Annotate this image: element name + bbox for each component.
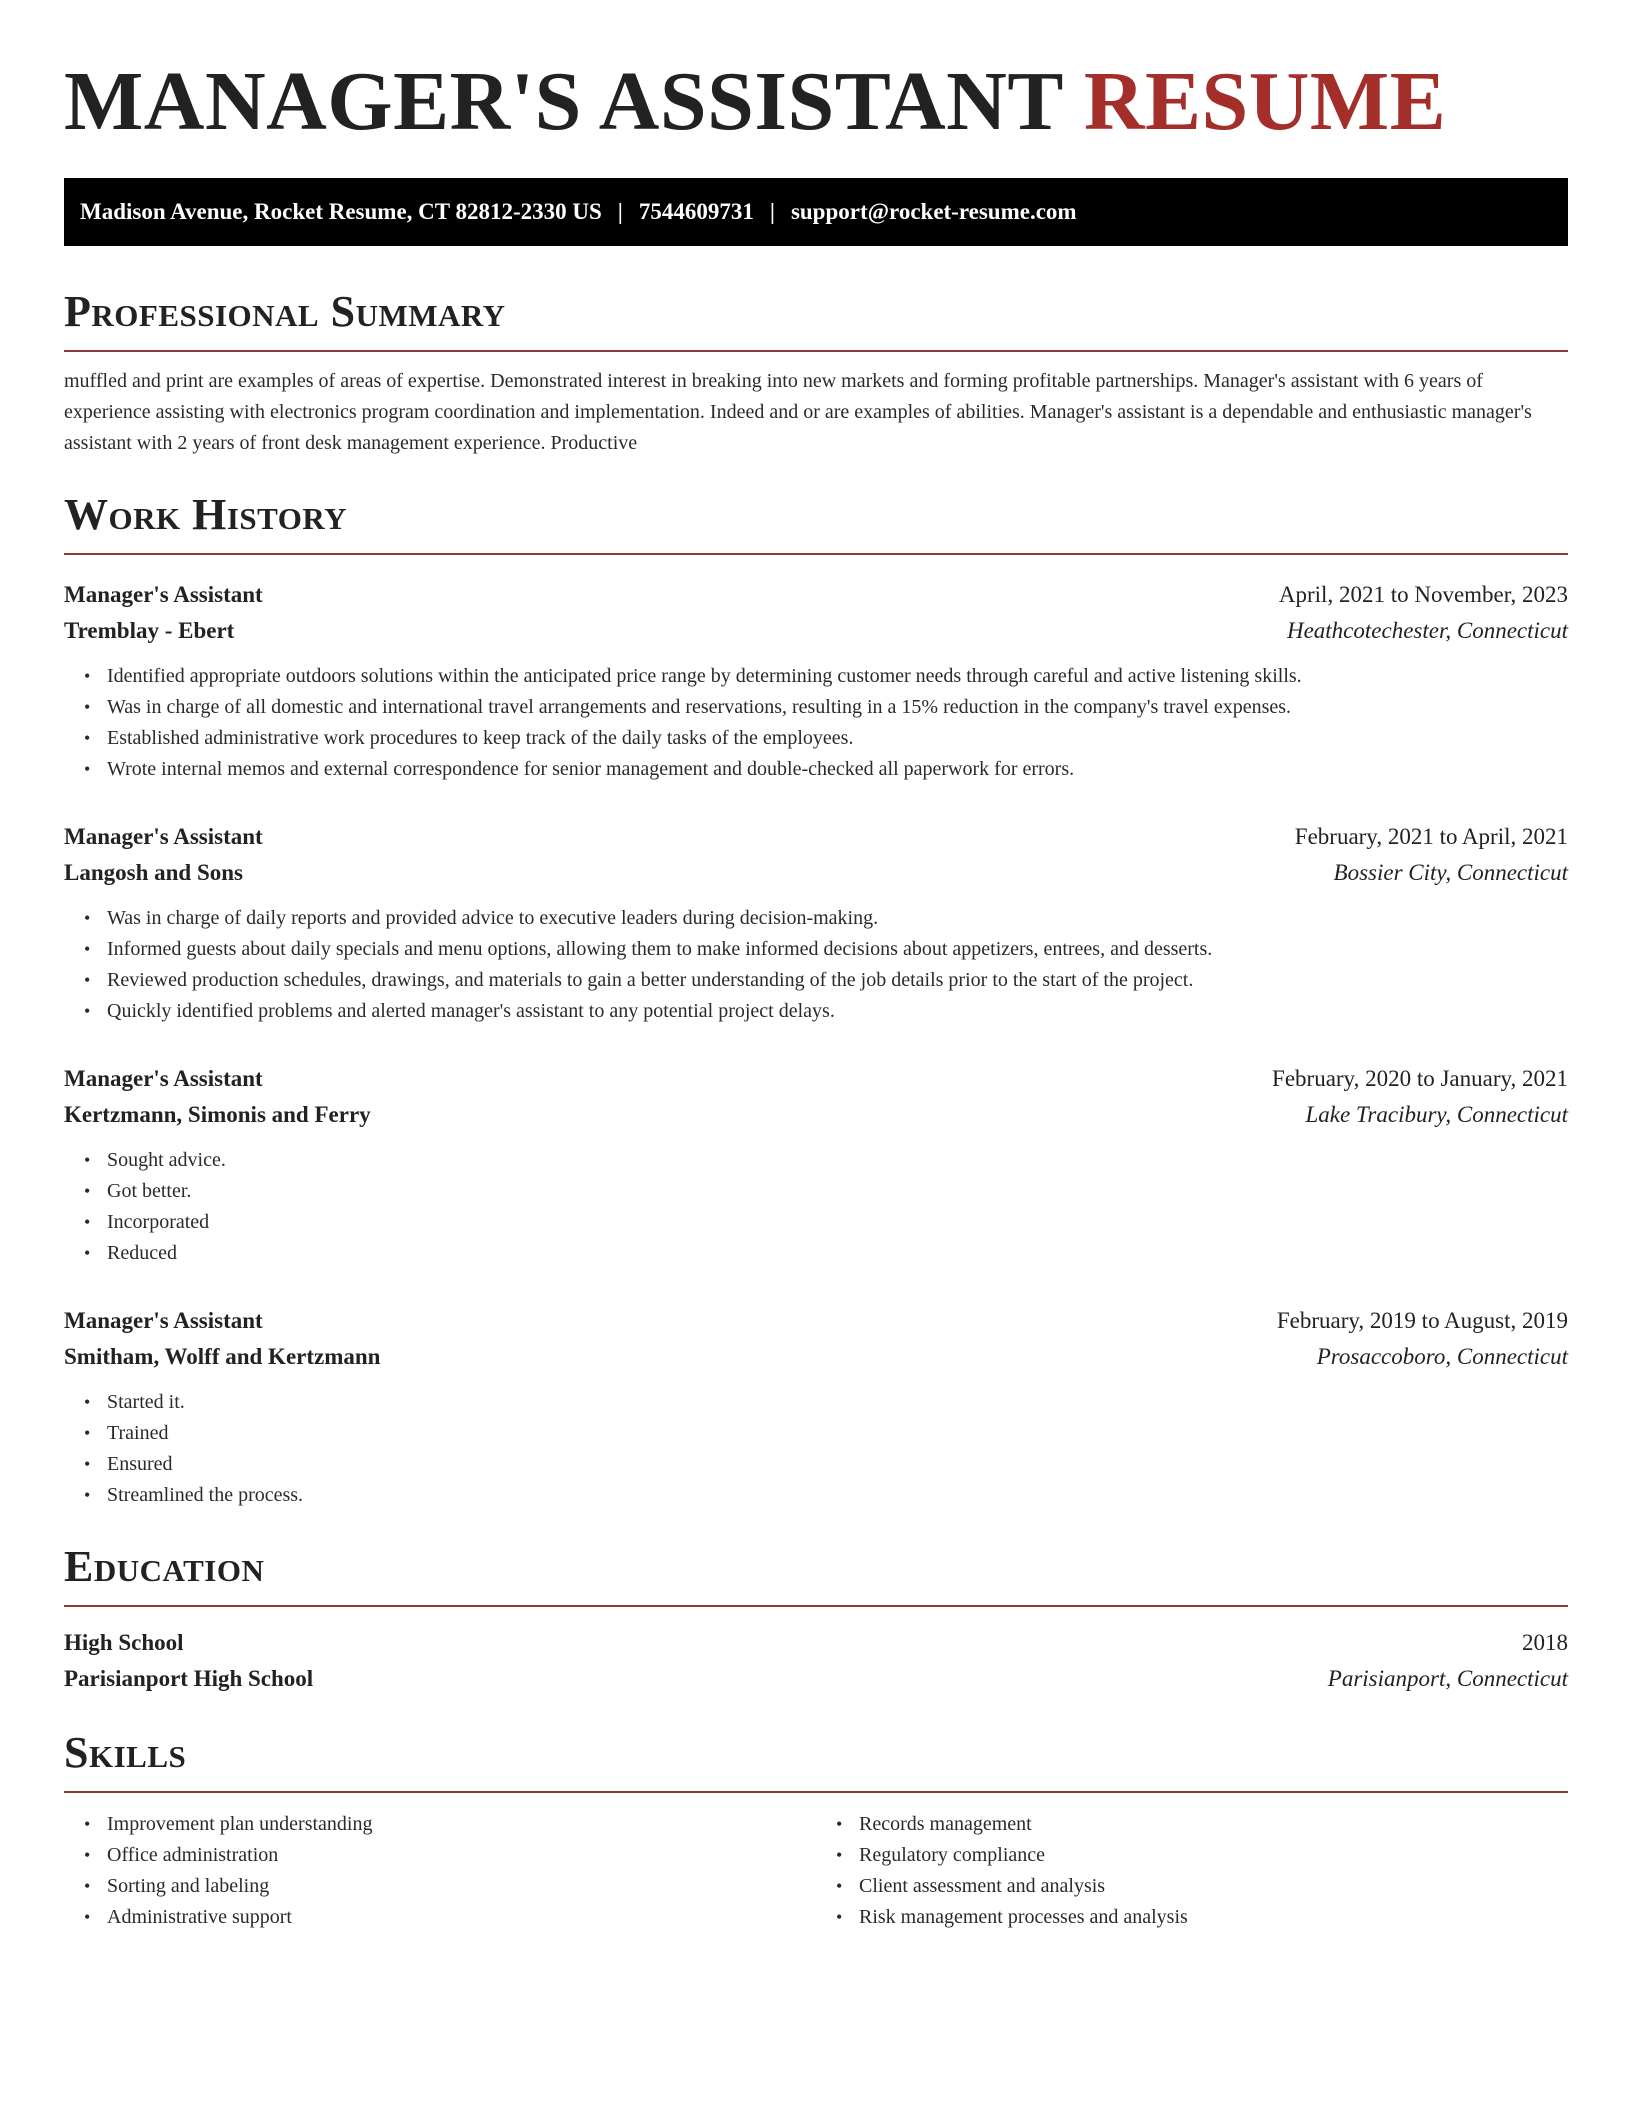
education-entry: [64, 1625, 1568, 1697]
job-bullet: • Reduced: [107, 1238, 1568, 1269]
job-title: Manager's Assistant: [64, 824, 263, 849]
title-main: MANAGER'S ASSISTANT: [64, 55, 1063, 148]
section-divider: [64, 1605, 1568, 1607]
work-history-heading: Work History: [64, 490, 348, 539]
job-bullet: • Got better.: [107, 1176, 1568, 1207]
job-dates: February, 2020 to January, 2021: [1272, 1066, 1568, 1091]
skills-list: [816, 1809, 1568, 1933]
work-history-section: [64, 489, 1568, 1511]
job-title: Manager's Assistant: [64, 582, 263, 607]
job-location: Lake Tracibury, Connecticut: [1305, 1102, 1568, 1127]
skill-item: • Sorting and labeling: [107, 1871, 816, 1902]
education-header-row: [64, 1625, 1568, 1661]
job-company: Kertzmann, Simonis and Ferry: [64, 1102, 371, 1127]
job-bullet: • Wrote internal memos and external correspondence for senior management and double-checked all paperwork for errors.: [107, 754, 1568, 785]
skills-column-left: [64, 1809, 816, 1933]
job-dates: April, 2021 to November, 2023: [1278, 582, 1568, 607]
job-bullet: • Was in charge of daily reports and provided advice to executive leaders during decision-making.: [107, 903, 1568, 934]
job-company: Smitham, Wolff and Kertzmann: [64, 1344, 381, 1369]
skill-item: • Administrative support: [107, 1902, 816, 1933]
contact-separator: |: [769, 199, 775, 224]
job-header-row: [64, 1303, 1568, 1339]
skills-section: [64, 1727, 1568, 1933]
job-entry: [64, 1061, 1568, 1269]
job-entry: [64, 819, 1568, 1027]
job-company-row: [64, 855, 1568, 891]
skill-item: • Improvement plan understanding: [107, 1809, 816, 1840]
job-header-row: [64, 577, 1568, 613]
contact-separator: |: [617, 199, 623, 224]
job-bullet: • Ensured: [107, 1449, 1568, 1480]
job-bullet: • Quickly identified problems and alerted manager's assistant to any potential project delays.: [107, 996, 1568, 1027]
summary-heading: Professional Summary: [64, 287, 506, 336]
job-bullets: [64, 1145, 1568, 1269]
skills-columns: [64, 1809, 1568, 1933]
job-location: Prosaccoboro, Connecticut: [1316, 1344, 1568, 1369]
job-bullet: • Sought advice.: [107, 1145, 1568, 1176]
job-bullet: • Was in charge of all domestic and international travel arrangements and reservations, resulting in a 15% reduction in the company's travel expenses.: [107, 692, 1568, 723]
job-entry: [64, 1303, 1568, 1511]
resume-title: [64, 52, 1568, 152]
skills-column-right: [816, 1809, 1568, 1933]
education-school: Parisianport High School: [64, 1666, 314, 1691]
job-company: Tremblay - Ebert: [64, 618, 235, 643]
job-bullet: • Established administrative work procedures to keep track of the daily tasks of the employees.: [107, 723, 1568, 754]
job-bullet: • Streamlined the process.: [107, 1480, 1568, 1511]
skill-item: • Office administration: [107, 1840, 816, 1871]
job-location: Heathcotechester, Connecticut: [1286, 618, 1568, 643]
summary-section: [64, 286, 1568, 459]
job-bullets: [64, 661, 1568, 785]
job-bullet: • Informed guests about daily specials and menu options, allowing them to make informed decisions about appetizers, entrees, and desserts.: [107, 934, 1568, 965]
section-divider: [64, 350, 1568, 352]
job-bullets: [64, 1387, 1568, 1511]
education-heading: Education: [64, 1542, 265, 1591]
summary-text: muffled and print are examples of areas of expertise. Demonstrated interest in breaking into new markets and forming profitable partnerships. Manager's assistant with 6 years of experience assisting with electronics program coordination and implementation. Indeed and or are examples of abilities. Manager's assistant is a dependable and enthusiastic manager's assistant with 2 years of front desk management experience. Productive: [64, 370, 1532, 454]
job-bullet: • Reviewed production schedules, drawings, and materials to gain a better understanding of the job details prior to the start of the project.: [107, 965, 1568, 996]
job-bullets: [64, 903, 1568, 1027]
job-company-row: [64, 613, 1568, 649]
job-header-row: [64, 1061, 1568, 1097]
job-company-row: [64, 1097, 1568, 1133]
skill-item: • Risk management processes and analysis: [859, 1902, 1568, 1933]
job-bullet: • Identified appropriate outdoors solutions within the anticipated price range by determining customer needs through careful and active listening skills.: [107, 661, 1568, 692]
education-location: Parisianport, Connecticut: [1327, 1666, 1568, 1691]
education-section: [64, 1541, 1568, 1697]
job-bullet: • Started it.: [107, 1387, 1568, 1418]
skills-heading: Skills: [64, 1728, 187, 1777]
job-bullet: • Trained: [107, 1418, 1568, 1449]
contact-phone: 7544609731: [638, 199, 754, 224]
job-dates: February, 2021 to April, 2021: [1294, 824, 1568, 849]
job-location: Bossier City, Connecticut: [1333, 860, 1568, 885]
job-title: Manager's Assistant: [64, 1066, 263, 1091]
contact-email: support@rocket-resume.com: [790, 199, 1077, 224]
job-company-row: [64, 1339, 1568, 1375]
skills-list: [64, 1809, 816, 1933]
job-dates: February, 2019 to August, 2019: [1276, 1308, 1568, 1333]
section-divider: [64, 553, 1568, 555]
contact-address: Madison Avenue, Rocket Resume, CT 82812-2330 US: [80, 199, 602, 224]
job-entry: [64, 577, 1568, 785]
contact-bar: [64, 178, 1568, 246]
job-company: Langosh and Sons: [64, 860, 243, 885]
education-school-row: [64, 1661, 1568, 1697]
job-bullet: • Incorporated: [107, 1207, 1568, 1238]
education-year: 2018: [1522, 1630, 1568, 1655]
job-header-row: [64, 819, 1568, 855]
section-divider: [64, 1791, 1568, 1793]
skill-item: • Records management: [859, 1809, 1568, 1840]
job-title: Manager's Assistant: [64, 1308, 263, 1333]
title-accent: RESUME: [1083, 55, 1447, 148]
education-degree: High School: [64, 1630, 184, 1655]
skill-item: • Client assessment and analysis: [859, 1871, 1568, 1902]
skill-item: • Regulatory compliance: [859, 1840, 1568, 1871]
